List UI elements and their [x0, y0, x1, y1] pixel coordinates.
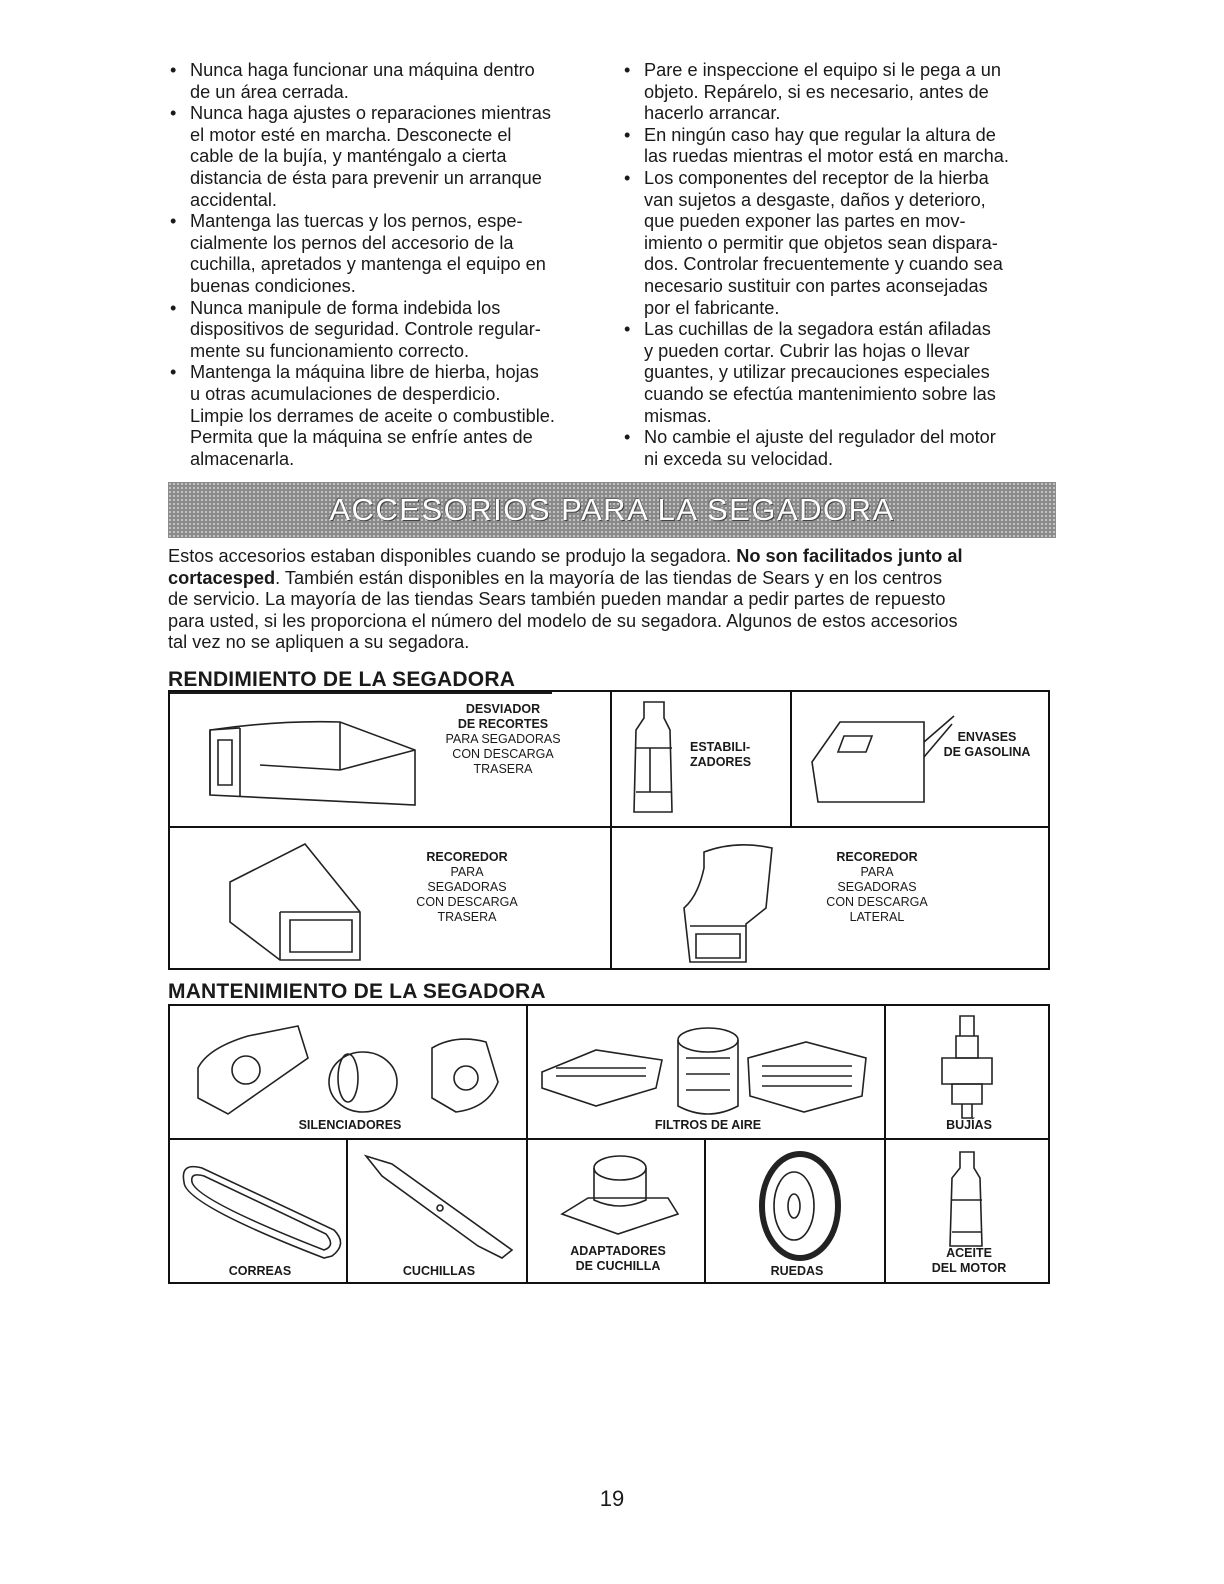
left-column-bullet-line: almacenarla.: [190, 448, 295, 469]
blade-icon: [362, 1150, 522, 1260]
right-column-bullet-line: dos. Controlar frecuentemente y cuando sea: [644, 254, 1003, 275]
right-bullet-column: [622, 60, 1052, 470]
maintenance-heading-text: MANTENIMIENTO DE LA SEGADORA: [168, 980, 546, 1003]
intro-bold2: cortacesped: [168, 567, 276, 588]
right-column-bullet-line: • Pare e inspeccione el equipo si le pega a un: [644, 60, 1001, 80]
side-bagger-cell: [610, 826, 1050, 970]
oil-cell: [884, 1138, 1050, 1284]
right-column-bullet-line: objeto. Repárelo, si es necesario, antes de: [644, 81, 989, 102]
adapters-cell: [526, 1138, 706, 1284]
right-column-bullet-line: • No cambie el ajuste del regulador del motor: [644, 427, 996, 448]
oil-label: ACEITE DEL MOTOR: [931, 1246, 1007, 1275]
left-column-bullet-line: accidental.: [190, 189, 277, 210]
left-column-bullet-line: • Nunca haga funcionar una máquina dentro: [190, 60, 535, 80]
right-column-bullet-line: y pueden cortar. Cubrir las hojas o llevar: [644, 340, 970, 361]
right-column-bullet-line: mismas.: [644, 405, 712, 426]
blades-cell: [346, 1138, 528, 1284]
belts-label: CORREAS: [228, 1264, 292, 1278]
left-column-bullet: [168, 211, 608, 297]
rear-bagger-cell: [168, 826, 612, 970]
performance-heading: [168, 668, 515, 692]
right-column-bullet-line: por el fabricante.: [644, 297, 780, 318]
intro-part1: Estos accesorios estaban disponibles cuando se produjo la segadora.: [168, 546, 737, 566]
right-column-bullet-line: • Las cuchillas de la segadora están afiladas: [644, 319, 991, 340]
right-column-bullet: [622, 168, 1052, 319]
right-column-bullet-line: cuando se efectúa mantenimiento sobre las: [644, 383, 996, 404]
stabilizer-bottle-icon: [620, 700, 680, 820]
left-column-bullet-line: • Mantenga las tuercas y los pernos, espe-: [190, 211, 523, 232]
adapters-label: ADAPTADORES DE CUCHILLA: [570, 1244, 666, 1273]
left-column-bullet-line: cable de la bujía, y manténgalo a cierta: [190, 146, 507, 167]
right-column-bullet: [622, 427, 1052, 470]
blades-label: CUCHILLAS: [402, 1264, 476, 1278]
intro-line4: para usted, si les proporciona el número del modelo de su segadora. Algunos de estos accesorios: [168, 610, 958, 631]
maintenance-heading: [168, 980, 546, 1004]
intro-line3: de servicio. La mayoría de las tiendas Sears también pueden mandar a pedir partes de repuesto: [168, 589, 946, 610]
left-column-bullet-line: u otras acumulaciones de desperdicio.: [190, 383, 501, 404]
left-column-bullet-line: Permita que la máquina se enfríe antes de: [190, 427, 533, 448]
right-column-bullet-line: imiento o permitir que objetos sean dispara-: [644, 232, 998, 253]
air-filter-icon: [536, 1018, 876, 1118]
spark-plugs-label: BUJÍAS: [946, 1118, 992, 1132]
belts-cell: [168, 1138, 348, 1284]
left-bullet-column: [168, 60, 608, 470]
right-bullet-list: [622, 60, 1052, 470]
muffler-icon: [188, 1018, 508, 1118]
left-column-bullet-line: dispositivos de seguridad. Controle regular-: [190, 319, 541, 340]
deflector-label: DESVIADOR DE RECORTES PARA SEGADORAS CON DESCARGA TRASERA: [445, 702, 561, 776]
mufflers-cell: [168, 1004, 528, 1140]
side-bagger-icon: [676, 838, 786, 964]
left-column-bullet-line: • Nunca haga ajustes o reparaciones mientras: [190, 103, 551, 124]
right-column-bullet-line: • En ningún caso hay que regular la altura de: [644, 124, 996, 145]
spark-plugs-cell: [884, 1004, 1050, 1140]
right-column-bullet: [622, 125, 1052, 168]
left-column-bullet-line: buenas condiciones.: [190, 275, 356, 296]
stabilizer-label: ESTABILI- ZADORES: [690, 740, 752, 769]
left-column-bullet: [168, 298, 608, 363]
left-column-bullet-line: Limpie los derrames de aceite o combustible.: [190, 405, 555, 426]
right-column-bullet-line: hacerlo arrancar.: [644, 103, 781, 124]
left-column-bullet-line: • Nunca manipule de forma indebida los: [190, 297, 501, 318]
intro-part2: . También están disponibles en la mayoría de las tiendas de Sears y en los centros: [275, 567, 943, 588]
left-column-bullet: [168, 103, 608, 211]
left-column-bullet-line: mente su funcionamiento correcto.: [190, 340, 470, 361]
left-column-bullet-line: • Mantenga la máquina libre de hierba, hojas: [190, 362, 539, 383]
oil-bottle-icon: [938, 1150, 998, 1250]
right-column-bullet: [622, 319, 1052, 427]
accessories-banner: [168, 482, 1056, 538]
left-column-bullet: [168, 362, 608, 470]
belt-icon: [174, 1154, 346, 1264]
mufflers-label: SILENCIADORES: [298, 1118, 402, 1132]
intro-line5: tal vez no se apliquen a su segadora.: [168, 632, 470, 653]
right-column-bullet-line: ni exceda su velocidad.: [644, 448, 834, 469]
right-column-bullet: [622, 60, 1052, 125]
right-column-bullet-line: las ruedas mientras el motor está en marcha.: [644, 146, 1009, 167]
left-column-bullet: [168, 60, 608, 103]
rear-bagger-icon: [220, 842, 380, 960]
stabilizer-cell: [610, 690, 792, 828]
side-bagger-label: RECOREDOR PARA SEGADORAS CON DESCARGA LATERAL: [826, 850, 928, 924]
right-column-bullet-line: que pueden exponer las partes en mov-: [644, 211, 966, 232]
air-filters-label: FILTROS DE AIRE: [654, 1118, 762, 1132]
right-column-bullet-line: guantes, y utilizar precauciones especiales: [644, 362, 990, 383]
left-column-bullet-line: de un área cerrada.: [190, 81, 349, 102]
right-column-bullet-line: • Los componentes del receptor de la hierba: [644, 167, 989, 188]
blade-adapter-icon: [548, 1148, 688, 1248]
wheels-label: RUEDAS: [770, 1264, 824, 1278]
intro-paragraph: [168, 546, 1056, 654]
left-column-bullet-line: cialmente los pernos del accesorio de la: [190, 232, 514, 253]
banner-title: ACCESORIOS PARA LA SEGADORA: [329, 492, 895, 527]
left-bullet-list: [168, 60, 608, 470]
page-number: 19: [599, 1486, 625, 1511]
performance-heading-text: RENDIMIENTO DE LA SEGADORA: [168, 668, 516, 691]
gas-can-cell: [790, 690, 1050, 828]
spark-plug-icon: [932, 1014, 1002, 1120]
left-column-bullet-line: el motor esté en marcha. Desconecte el: [190, 124, 512, 145]
intro-bold1: No son facilitados junto al: [736, 546, 963, 566]
air-filters-cell: [526, 1004, 886, 1140]
wheels-cell: [704, 1138, 886, 1284]
grass-deflector-icon: [200, 710, 420, 810]
right-column-bullet-line: van sujetos a desgaste, daños y deterioro,: [644, 189, 986, 210]
wheel-icon: [750, 1150, 850, 1262]
left-column-bullet-line: cuchilla, apretados y mantenga el equipo en: [190, 254, 546, 275]
right-column-bullet-line: necesario sustituir con partes aconsejadas: [644, 275, 988, 296]
deflector-cell: [168, 690, 612, 828]
gas-can-label: ENVASES DE GASOLINA: [943, 730, 1031, 759]
rear-bagger-label: RECOREDOR PARA SEGADORAS CON DESCARGA TRASERA: [416, 850, 518, 924]
left-column-bullet-line: distancia de ésta para prevenir un arranque: [190, 167, 542, 188]
